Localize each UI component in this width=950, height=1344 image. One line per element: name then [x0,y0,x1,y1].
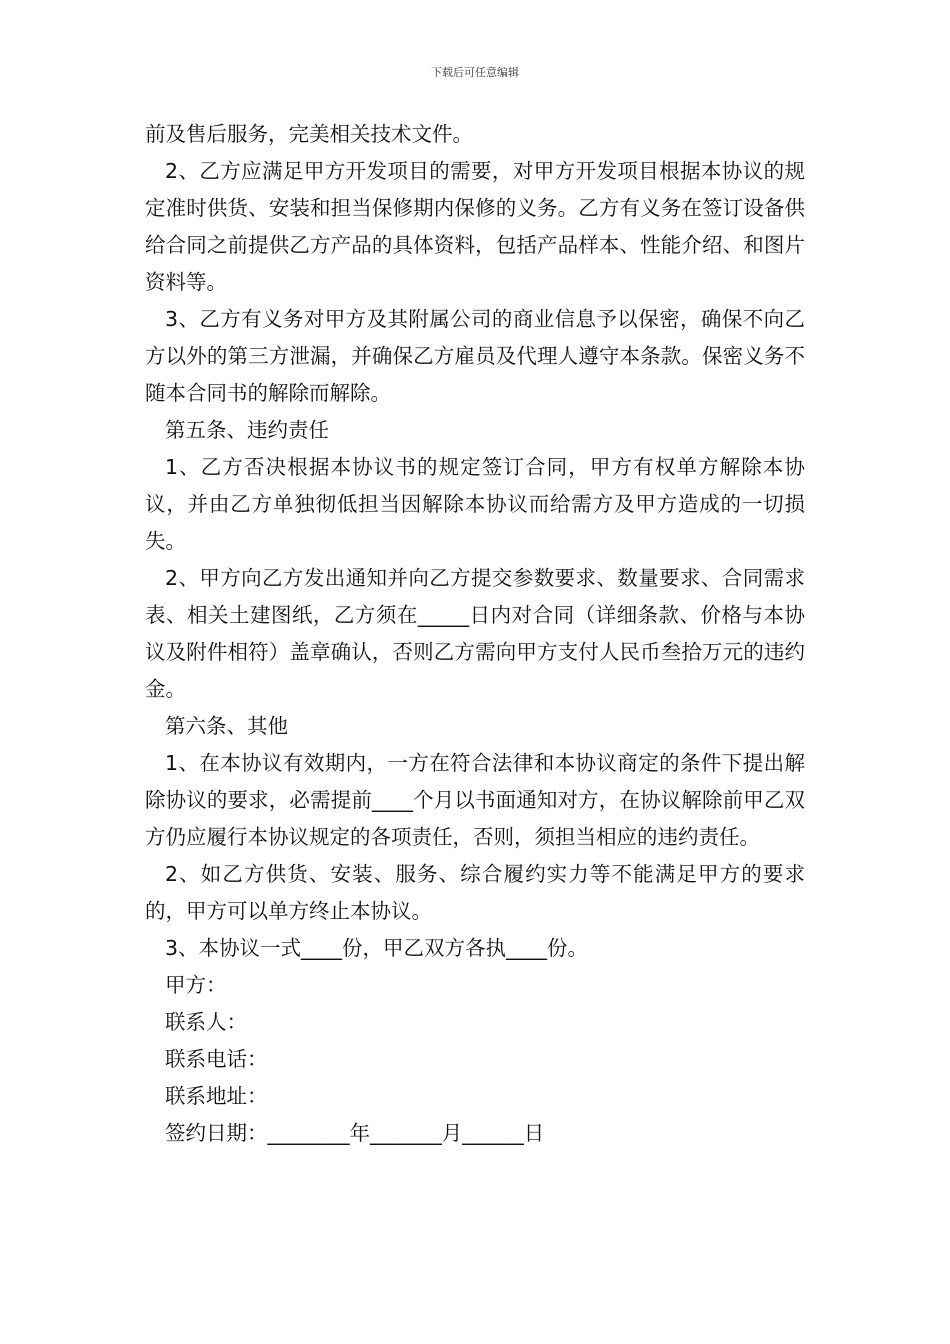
paragraph-liability-2: 2、甲方向乙方发出通知并向乙方提交参数要求、数量要求、合同需求表、相关土建图纸，乙方须在_____日内对合同（详细条款、价格与本协议及附件相符）盖章确认，否则乙方需向甲方支付人民币叁拾万元的违约金。 [145,566,805,701]
section-heading-article-6: 第六条、其他 [165,714,288,738]
signature-date: 签约日期：________年_______月______日 [165,1121,545,1145]
paragraph-other-1: 1、在本协议有效期内，一方在符合法律和本协议商定的条件下提出解除协议的要求，必需提前____个月以书面通知对方，在协议解除前甲乙双方仍应履行本协议规定的各项责任，否则，须担当相应的违约责任。 [145,751,805,849]
paragraph-other-3: 3、本协议一式____份，甲乙双方各执____份。 [165,936,589,960]
paragraph-clause-3: 3、乙方有义务对甲方及其附属公司的商业信息予以保密，确保不向乙方以外的第三方泄漏，并确保乙方雇员及代理人遵守本条款。保密义务不随本合同书的解除而解除。 [145,307,805,405]
section-heading-article-5: 第五条、违约责任 [165,418,329,442]
paragraph-liability-1: 1、乙方否决根据本协议书的规定签订合同，甲方有权单方解除本协议，并由乙方单独彻低担当因解除本协议而给需方及甲方造成的一切损失。 [145,455,805,553]
paragraph-other-2: 2、如乙方供货、安装、服务、综合履约实力等不能满足甲方的要求的，甲方可以单方终止本协议。 [145,862,805,923]
page-header: 下载后可任意编辑 [431,66,519,79]
document-body [145,116,805,1152]
signature-party: 甲方： [165,973,227,997]
paragraph-clause-2: 2、乙方应满足甲方开发项目的需要，对甲方开发项目根据本协议的规定准时供货、安装和担当保修期内保修的义务。乙方有义务在签订设备供给合同之前提供乙方产品的具体资料，包括产品样本、性能介绍、和图片资料等。 [145,159,805,294]
paragraph-continuation: 前及售后服务，完美相关技术文件。 [145,122,473,146]
signature-address: 联系地址： [165,1084,268,1108]
signature-contact: 联系人： [165,1010,247,1034]
signature-phone: 联系电话： [165,1047,268,1071]
